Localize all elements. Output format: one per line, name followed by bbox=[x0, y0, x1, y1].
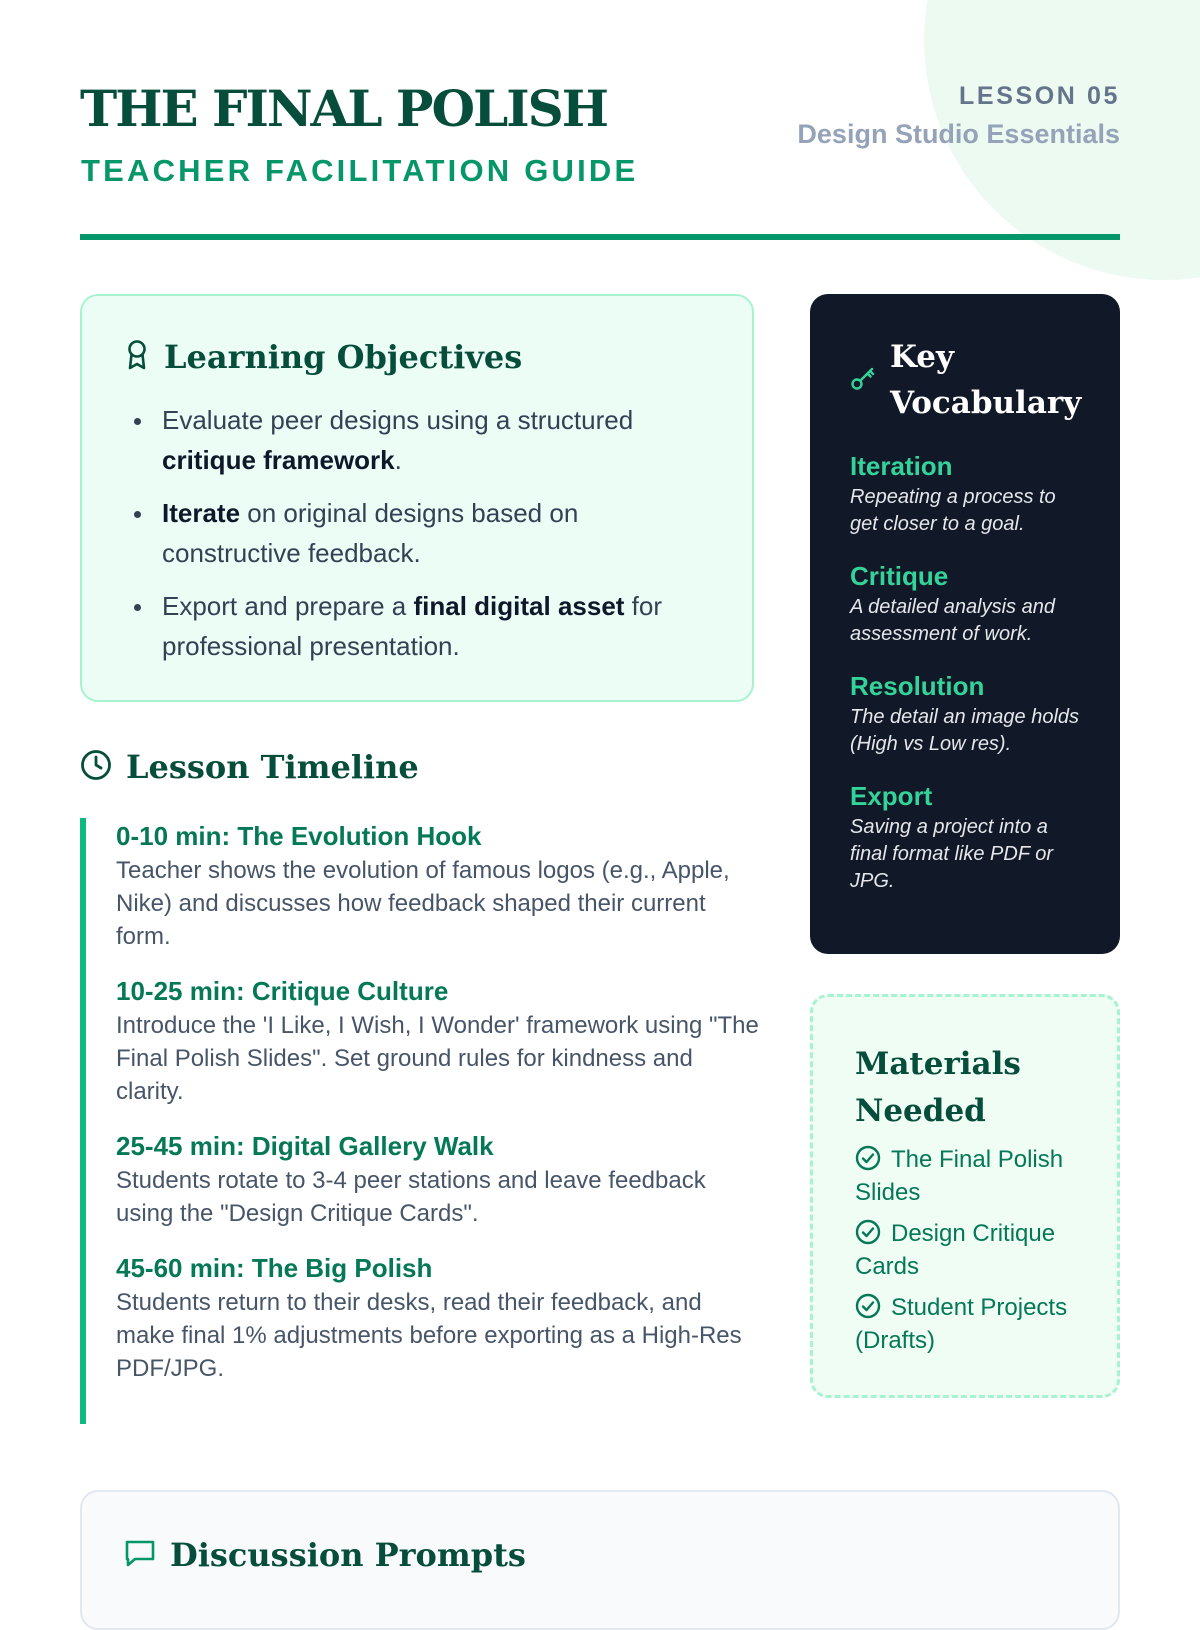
vocab-term bbox=[850, 558, 1080, 648]
objective-text: for professional presentation. bbox=[162, 591, 663, 661]
vocab-term bbox=[850, 668, 1080, 758]
material-item-label: Design Critique Cards bbox=[855, 1220, 1056, 1280]
timeline-item bbox=[116, 1128, 760, 1230]
learning-objectives-header bbox=[126, 338, 522, 376]
vocab-term-name: Resolution bbox=[850, 671, 985, 701]
materials-needed-card bbox=[810, 994, 1120, 1398]
vocab-term-name: Iteration bbox=[850, 451, 953, 481]
objective-item bbox=[120, 400, 720, 480]
timeline-item-title: 45-60 min: The Big Polish bbox=[116, 1253, 433, 1283]
check-circle-icon bbox=[855, 1293, 881, 1319]
vocab-term-definition: A detailed analysis and assessment of work. bbox=[850, 596, 1055, 645]
timeline-item-text: Students return to their desks, read their feedback, and make final 1% adjustments before exporting as a High-Res PDF/JPG. bbox=[116, 1289, 742, 1382]
page-title: THE FINAL POLISH bbox=[80, 79, 607, 138]
timeline-item bbox=[116, 973, 760, 1108]
material-item bbox=[855, 1217, 1077, 1283]
message-square-icon bbox=[124, 1538, 156, 1573]
lesson-timeline-header bbox=[80, 748, 419, 786]
materials-needed-heading: Materials Needed bbox=[855, 1046, 1021, 1129]
objective-item bbox=[120, 586, 720, 666]
lesson-timeline bbox=[80, 818, 760, 1424]
objective-item bbox=[120, 493, 720, 573]
objective-text: Export and prepare a bbox=[162, 591, 414, 621]
lesson-number: LESSON 05 bbox=[959, 82, 1120, 110]
material-item bbox=[855, 1291, 1077, 1357]
vocab-term-definition: Saving a project into a final format like PDF or JPG. bbox=[850, 816, 1054, 892]
discussion-prompts-card bbox=[80, 1490, 1120, 1630]
header-divider bbox=[80, 234, 1120, 240]
vocab-term bbox=[850, 778, 1080, 895]
material-item-label: Student Projects (Drafts) bbox=[855, 1294, 1068, 1354]
timeline-item-text: Introduce the 'I Like, I Wish, I Wonder' framework using "The Final Polish Slides". Set ground rules for kindness and clarity. bbox=[116, 1012, 759, 1105]
key-vocabulary-header bbox=[850, 334, 1080, 426]
discussion-prompts-heading: Discussion Prompts bbox=[170, 1536, 526, 1574]
objective-emphasis: Iterate bbox=[162, 498, 241, 528]
timeline-item bbox=[116, 818, 760, 953]
materials-list bbox=[855, 1143, 1077, 1357]
objectives-list bbox=[120, 400, 720, 679]
timeline-item-title: 10-25 min: Critique Culture bbox=[116, 976, 449, 1006]
check-circle-icon bbox=[855, 1145, 881, 1171]
objective-text: on original designs based on constructive feedback. bbox=[162, 498, 579, 568]
objective-text: . bbox=[394, 445, 402, 475]
lesson-timeline-heading: Lesson Timeline bbox=[126, 748, 419, 786]
key-vocabulary-heading: Key Vocabulary bbox=[890, 339, 1082, 421]
timeline-item-title: 0-10 min: The Evolution Hook bbox=[116, 821, 482, 851]
vocab-term-definition: Repeating a process to get closer to a goal. bbox=[850, 486, 1056, 535]
clock-icon bbox=[80, 749, 112, 786]
objective-emphasis: critique framework bbox=[162, 445, 395, 475]
key-vocabulary-card bbox=[810, 294, 1120, 954]
timeline-item-text: Teacher shows the evolution of famous logos (e.g., Apple, Nike) and discusses how feedback shaped their current form. bbox=[116, 857, 730, 950]
vocab-term bbox=[850, 448, 1080, 538]
award-icon bbox=[126, 340, 148, 375]
page-subtitle: TEACHER FACILITATION GUIDE bbox=[81, 153, 639, 188]
learning-objectives-heading: Learning Objectives bbox=[164, 338, 523, 376]
vocab-term-name: Export bbox=[850, 781, 933, 811]
objective-emphasis: final digital asset bbox=[413, 591, 625, 621]
timeline-item bbox=[116, 1250, 760, 1385]
vocab-term-definition: The detail an image holds (High vs Low res). bbox=[850, 706, 1080, 755]
learning-objectives-card bbox=[80, 294, 754, 702]
key-icon bbox=[850, 365, 876, 396]
vocab-term-name: Critique bbox=[850, 561, 949, 591]
timeline-item-title: 25-45 min: Digital Gallery Walk bbox=[116, 1131, 494, 1161]
course-name: Design Studio Essentials bbox=[797, 119, 1120, 149]
material-item-label: The Final Polish Slides bbox=[855, 1146, 1064, 1206]
objective-text: Evaluate peer designs using a structured bbox=[162, 405, 634, 435]
material-item bbox=[855, 1143, 1077, 1209]
discussion-prompts-header bbox=[124, 1536, 526, 1574]
timeline-item-text: Students rotate to 3-4 peer stations and leave feedback using the "Design Critique Cards". bbox=[116, 1167, 706, 1227]
check-circle-icon bbox=[855, 1219, 881, 1245]
